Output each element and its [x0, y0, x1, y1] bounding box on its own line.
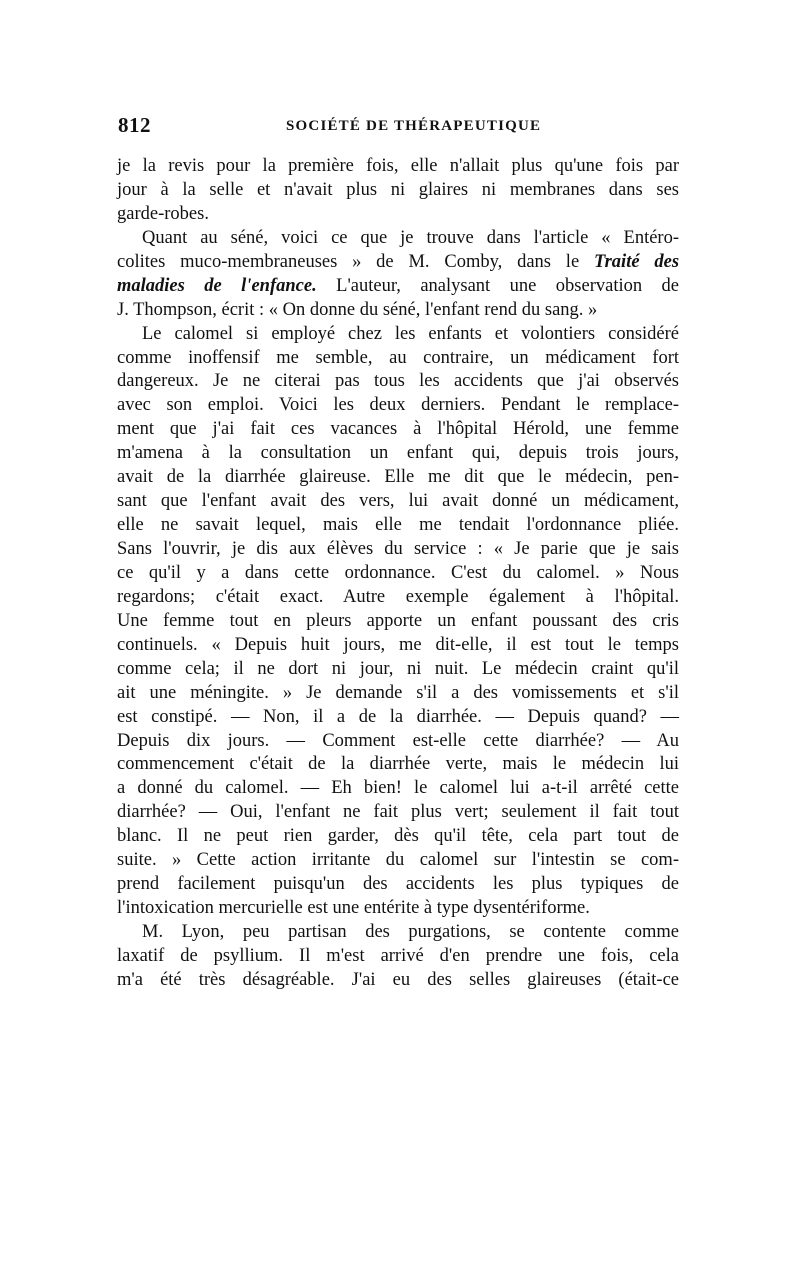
text-fragment: L'auteur, analysant une observation de [336, 275, 680, 296]
text-line: commencement c'était de la diarrhée verte, mais le médecin lui [117, 754, 679, 775]
text-line: Sans l'ouvrir, je dis aux élèves du service : « Je parie que je sais [117, 539, 679, 559]
text-line: Une femme tout en pleurs apporte un enfant poussant des cris [117, 610, 679, 631]
text-line: ait une méningite. » Je demande s'il a des vomissements et s'il [117, 682, 679, 703]
text-line: est constipé. — Non, il a de la diarrhée. — Depuis quand? — [117, 706, 679, 727]
body-text [117, 155, 679, 993]
text-line: ment que j'ai fait ces vacances à l'hôpital Hérold, une femme [117, 419, 679, 440]
text-line: laxatif de psyllium. Il m'est arrivé d'en prendre une fois, cela [117, 945, 679, 966]
text-line: dangereux. Je ne citerai pas tous les accidents que j'ai observés [117, 371, 679, 392]
page-number: 812 [118, 113, 151, 137]
text-line: jour à la selle et n'avait plus ni glaires ni membranes dans ses [117, 179, 679, 200]
text-line: a donné du calomel. — Eh bien! le calomel lui a-t-il arrêté cette [117, 778, 679, 799]
text-line: Quant au séné, voici ce que je trouve dans l'article « Entéro- [142, 227, 679, 248]
text-line: avec son emploi. Voici les deux derniers. Pendant le remplace- [117, 395, 679, 416]
book-title-italic: maladies de l'enfance. [117, 275, 317, 296]
text-line: m'amena à la consultation un enfant qui, depuis trois jours, [117, 443, 679, 464]
text-line: comme cela; il ne dort ni jour, ni nuit. Le médecin craint qu'il [117, 658, 679, 679]
text-line: je la revis pour la première fois, elle n'allait plus qu'une fois par [117, 156, 679, 176]
text-line: regardons; c'était exact. Autre exemple également à l'hôpital. [117, 586, 679, 607]
text-line: elle ne savait lequel, mais elle me tendait l'ordonnance pliée. [117, 515, 679, 536]
text-fragment: colites muco-membraneuses » de M. Comby, dans le [117, 251, 580, 272]
text-line: suite. » Cette action irritante du calomel sur l'intestin se com- [117, 850, 679, 871]
running-head [118, 113, 678, 139]
text-line: Le calomel si employé chez les enfants et volontiers considéré [142, 323, 679, 344]
text-line: m'a été très désagréable. J'ai eu des selles glaireuses (était-ce [117, 969, 679, 990]
text-line: l'intoxication mercurielle est une entérite à type dysentériforme. [117, 898, 590, 919]
text-line: continuels. « Depuis huit jours, me dit-elle, il est tout le temps [117, 634, 679, 655]
text-line: prend facilement puisqu'un des accidents les plus typiques de [117, 874, 679, 895]
text-line: J. Thompson, écrit : « On donne du séné, l'enfant rend du sang. » [117, 299, 598, 320]
text-line: sant que l'enfant avait des vers, lui avait donné un médicament, [117, 491, 679, 512]
running-title: SOCIÉTÉ DE THÉRAPEUTIQUE [286, 118, 542, 134]
book-title-italic: Traité des [593, 251, 680, 272]
text-line: garde-robes. [117, 203, 209, 224]
text-line: avait de la diarrhée glaireuse. Elle me dit que le médecin, pen- [117, 467, 679, 488]
text-line [117, 275, 679, 299]
text-line [117, 251, 679, 275]
text-line: Depuis dix jours. — Comment est-elle cette diarrhée? — Au [117, 730, 679, 751]
text-line: M. Lyon, peu partisan des purgations, se contente comme [142, 922, 679, 942]
text-line: ce qu'il y a dans cette ordonnance. C'est du calomel. » Nous [117, 562, 679, 583]
text-line: blanc. Il ne peut rien garder, dès qu'il tête, cela part tout de [117, 826, 679, 847]
text-line: diarrhée? — Oui, l'enfant ne fait plus vert; seulement il fait tout [117, 802, 679, 823]
text-line: comme inoffensif me semble, au contraire, un médicament fort [117, 347, 679, 368]
